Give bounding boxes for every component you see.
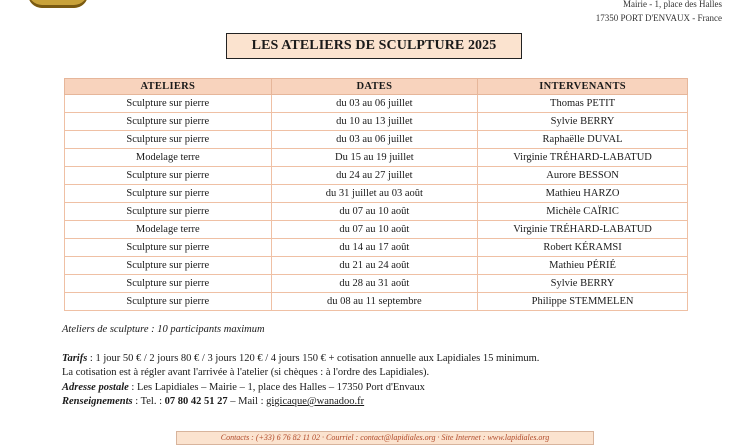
dates-cell: du 07 au 10 août [271, 221, 478, 239]
intervenant-cell: Michèle CAÏRIC [478, 203, 688, 221]
table-row [65, 203, 688, 221]
dates-cell: du 08 au 11 septembre [271, 293, 478, 311]
phone-number[interactable]: 07 80 42 51 27 [164, 396, 228, 407]
table-row [65, 167, 688, 185]
header-address [596, 0, 722, 25]
mail-prefix: – Mail : [227, 396, 267, 407]
intervenant-cell: Aurore BESSON [478, 167, 688, 185]
tarifs-line [62, 352, 702, 367]
table-header-row [65, 79, 688, 95]
atelier-cell: Sculpture sur pierre [65, 257, 272, 275]
adresse-text: : Les Lapidiales – Mairie – 1, place des Halles – 17350 Port d'Envaux [128, 381, 425, 393]
intervenant-cell: Mathieu PÉRIÉ [478, 257, 688, 275]
table-row [65, 113, 688, 131]
adresse-label: Adresse postale [62, 381, 129, 393]
dates-cell: du 14 au 17 août [271, 239, 478, 257]
dates-cell: du 07 au 10 août [271, 203, 478, 221]
intervenant-cell: Mathieu HARZO [478, 185, 688, 203]
table-body [65, 95, 688, 311]
atelier-cell: Sculpture sur pierre [65, 167, 272, 185]
table-row [65, 185, 688, 203]
atelier-cell: Sculpture sur pierre [65, 293, 272, 311]
intervenant-cell: Virginie TRÉHARD-LABATUD [478, 149, 688, 167]
atelier-cell: Sculpture sur pierre [65, 113, 272, 131]
atelier-cell: Sculpture sur pierre [65, 185, 272, 203]
dates-cell: du 21 au 24 août [271, 257, 478, 275]
atelier-cell: Sculpture sur pierre [65, 95, 272, 113]
tel-prefix: : Tel. : [132, 396, 165, 407]
table-row [65, 239, 688, 257]
dates-cell: du 03 au 06 juillet [271, 95, 478, 113]
cotisation-line: La cotisation est à régler avant l'arrivée à l'atelier (si chèques : à l'ordre des Lapidiales). [62, 367, 430, 378]
intervenant-cell: Sylvie BERRY [478, 275, 688, 293]
atelier-cell: Sculpture sur pierre [65, 203, 272, 221]
tarifs-text: : 1 jour 50 € / 2 jours 80 € / 3 jours 120 € / 4 jours 150 € + cotisation annuelle aux Lapidiales 15 minimum. [87, 352, 540, 364]
address-line-2: 17350 PORT D'ENVAUX - France [595, 13, 722, 23]
info-section [62, 323, 702, 410]
column-header-intervenants: INTERVENANTS [478, 79, 688, 95]
page-title: LES ATELIERS DE SCULPTURE 2025 [226, 33, 522, 59]
dates-cell: du 03 au 06 juillet [271, 131, 478, 149]
table-row [65, 221, 688, 239]
renseignements-line [62, 395, 702, 410]
address-line-1: Mairie - 1, place des Halles [623, 0, 722, 9]
lapidiales-logo [28, 0, 88, 8]
table-row [65, 275, 688, 293]
participants-caption: Ateliers de sculpture : 10 participants maximum [62, 324, 265, 335]
intervenant-cell: Thomas PETIT [478, 95, 688, 113]
table-row [65, 131, 688, 149]
atelier-cell: Sculpture sur pierre [65, 239, 272, 257]
dates-cell: du 24 au 27 juillet [271, 167, 478, 185]
table-row [65, 293, 688, 311]
atelier-cell: Sculpture sur pierre [65, 275, 272, 293]
atelier-cell: Sculpture sur pierre [65, 131, 272, 149]
intervenant-cell: Virginie TRÉHARD-LABATUD [478, 221, 688, 239]
table-row [65, 95, 688, 113]
table-row [65, 257, 688, 275]
renseignements-label: Renseignements [62, 396, 133, 407]
intervenant-cell: Sylvie BERRY [478, 113, 688, 131]
email-link[interactable]: gigicaque@wanadoo.fr [266, 396, 365, 407]
footer-contact-bar: Contacts : (+33) 6 76 82 11 02 · Courriel : contact@lapidiales.org · Site Internet : www.lapidiales.org [176, 431, 594, 445]
workshop-schedule-table [64, 78, 688, 311]
atelier-cell: Modelage terre [65, 149, 272, 167]
dates-cell: Du 15 au 19 juillet [271, 149, 478, 167]
tarifs-label: Tarifs [62, 352, 88, 364]
intervenant-cell: Robert KÉRAMSI [478, 239, 688, 257]
column-header-ateliers: ATELIERS [65, 79, 272, 95]
dates-cell: du 31 juillet au 03 août [271, 185, 478, 203]
dates-cell: du 10 au 13 juillet [271, 113, 478, 131]
column-header-dates: DATES [271, 79, 478, 95]
dates-cell: du 28 au 31 août [271, 275, 478, 293]
intervenant-cell: Philippe STEMMELEN [478, 293, 688, 311]
table-row [65, 149, 688, 167]
atelier-cell: Modelage terre [65, 221, 272, 239]
intervenant-cell: Raphaëlle DUVAL [478, 131, 688, 149]
adresse-line [62, 381, 702, 396]
